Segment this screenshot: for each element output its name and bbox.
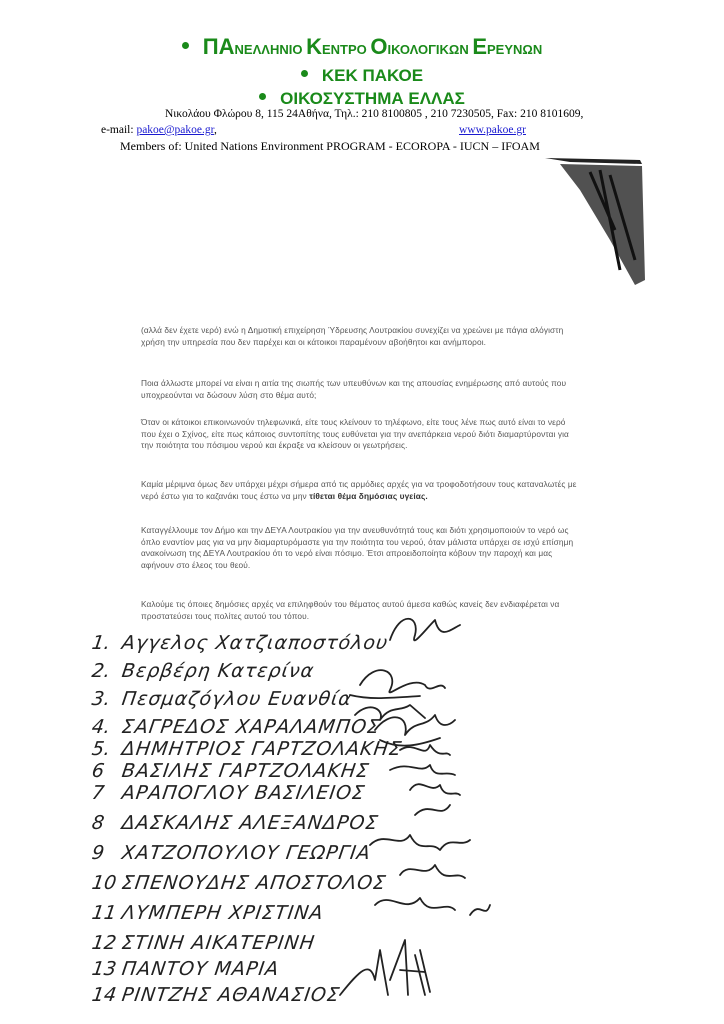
paragraph: Ποια άλλωστε μπορεί να είναι η αιτία της σιωπής των υπευθύνων και της απουσίας ενημέρωσης από αυτούς που υποχρεούνται να δώσουν λύση στο θέμα αυτό; — [141, 378, 567, 400]
signature-number: 9 — [90, 842, 106, 864]
org-part-rest: ΡΕΥΝΩΝ — [487, 42, 543, 57]
org-part-initial: Ε — [472, 34, 488, 59]
org-part-initial: Ο — [370, 34, 388, 59]
bullet-icon — [182, 42, 189, 49]
signature-name: Βερβέρη Κατερίνα — [120, 660, 316, 682]
signature-number: 6 — [90, 760, 106, 782]
org-part-initial: ΠΑ — [202, 34, 235, 59]
signature-number: 5. — [90, 738, 112, 760]
organization-name — [0, 34, 724, 60]
signature-number: 4. — [90, 716, 112, 738]
signature-number: 2. — [90, 660, 112, 682]
org-part-rest: ΕΝΤΡΟ — [321, 42, 371, 57]
paragraph: Καλούμε τις όποιες δημόσιες αρχές να επιληφθούν του θέματος αυτού άμεσα καθώς κανείς δεν ενδιαφέρεται να προστατεύσει τους πολίτες αυτού του τόπου. — [141, 599, 560, 621]
paragraph-text: Καμία μέριμνα όμως δεν υπάρχει μέχρι σήμερα από τις αρμόδιες αρχές για να τροφοδοτήσουν τους καταναλωτές με νερό έστω για το καζανάκι τους έστω να μην — [141, 479, 577, 501]
signature-number: 1. — [90, 632, 112, 654]
org-part — [306, 34, 370, 59]
signature-name: ΠΑΝΤΟΥ ΜΑΡΙΑ — [120, 958, 281, 980]
signature-number: 7 — [90, 782, 106, 804]
contact-row — [101, 124, 641, 136]
org-part-initial: Κ — [306, 34, 322, 59]
website-link[interactable]: www.pakoe.gr — [459, 124, 526, 136]
signature-name: Πεσμαζόγλου Ευανθία — [120, 688, 354, 710]
ecosystem-heading — [0, 89, 724, 109]
email-link[interactable]: pakoe@pakoe.gr — [136, 124, 214, 136]
signature-name: ΒΑΣΙΛΗΣ ΓΑΡΤΖΟΛΑΚΗΣ — [120, 760, 371, 782]
paragraph-bold-text: τίθεται θέμα δημόσιας υγείας. — [309, 490, 428, 501]
signature-number: 11 — [90, 902, 118, 924]
signature-number: 10 — [90, 872, 118, 894]
scan-mark-icon — [540, 150, 650, 290]
signature-name: ΧΑΤΖΟΠΟΥΛΟΥ ΓΕΩΡΓΙΑ — [120, 842, 373, 864]
signature-name: ΔΗΜΗΤΡΙΟΣ ΓΑΡΤΖΟΛΑΚΗΣ — [120, 738, 404, 760]
signature-number: 12 — [90, 932, 118, 954]
paragraph — [141, 479, 581, 502]
signature-name: Αγγελος Χατζιαποστόλου — [120, 632, 390, 654]
signature-name: ΣΑΓΡΕΔΟΣ ΧΑΡΑΛΑΜΠΟΣ — [120, 716, 382, 738]
ecosystem-text: ΟΙΚΟΣΥΣΤΗΜΑ ΕΛΛΑΣ — [280, 89, 465, 108]
address-line: Νικολάου Φλώρου 8, 115 24Αθήνα, Τηλ.: 210 8100805 , 210 7230505, Fax: 210 8101609, — [165, 108, 584, 120]
signature-name: ΑΡΑΠΟΓΛΟΥ ΒΑΣΙΛΕΙΟΣ — [120, 782, 367, 804]
members-line: Members of: United Nations Environment PROGRAM - ECOROPA - IUCN – IFOAM — [120, 139, 540, 153]
signature-name: ΣΠΕΝΟΥΔΗΣ ΑΠΟΣΤΟΛΟΣ — [120, 872, 388, 894]
org-part-rest: ΝΕΛΛΗΝΙΟ — [234, 42, 307, 57]
kek-heading — [0, 66, 724, 86]
separator: , — [213, 124, 217, 136]
kek-text: ΚΕΚ ΠΑΚΟΕ — [321, 66, 424, 85]
org-part — [370, 34, 472, 59]
signature-name: ΡΙΝΤΖΗΣ ΑΘΑΝΑΣΙΟΣ — [120, 984, 342, 1006]
bullet-icon — [259, 93, 266, 100]
paragraph: Όταν οι κάτοικοι επικοινωνούν τηλεφωνικά, είτε τους κλείνουν το τηλέφωνο, είτε τους λένε πως αυτό είναι το νερό που έχει ο Σχίνος, είτε πως κάποιος συντοπίτης τους ευθύνεται για την ανεπάρκεια νερού διότι διαμαρτύρονται για την ποιότητα του πόσιμου νερού και έκραξε να κλείσουν οι γεωτρήσεις. — [141, 417, 569, 450]
bullet-icon — [301, 70, 308, 77]
paragraph: (αλλά δεν έχετε νερό) ενώ η Δημοτική επιχείρηση Ύδρευσης Λουτρακίου συνεχίζει να χρεώνει με πάγια αλόγιστη χρήση την υπηρεσία που δεν παρέχει και οι κάτοικοι παραμένουν αβοήθητοι και ανήμποροι. — [141, 325, 564, 347]
signature-name: ΔΑΣΚΑΛΗΣ ΑΛΕΞΑΝΔΡΟΣ — [120, 812, 380, 834]
signature-number: 13 — [90, 958, 118, 980]
org-part — [472, 34, 542, 59]
paragraph: Καταγγέλλουμε τον Δήμο και την ΔΕΥΑ Λουτρακίου για την ανευθυνότητά τους και διότι χρησιμοποιούν το νερό ως όπλο εναντίον μας για να μην διαμαρτυρόμαστε για την ποιότητα του νερού, όταν μάλιστα υπάρχει σε ισχύ επίσημη ανακοίνωση της ΔΕΥΑ Λουτρακίου ότι το νερό είναι πόσιμο. Έτσι απροειδοποίητα κόβουν την παροχή και μας αφήνουν στο έλεος του θεού. — [141, 525, 574, 570]
email-label: e-mail: — [101, 124, 137, 136]
signature-name: ΣΤΙΝΗ ΑΙΚΑΤΕΡΙΝΗ — [120, 932, 317, 954]
signature-name: ΛΥΜΠΕΡΗ ΧΡΙΣΤΙΝΑ — [120, 902, 326, 924]
handwritten-signatures-icon — [330, 600, 530, 1020]
signature-number: 8 — [90, 812, 106, 834]
org-part-rest: ΙΚΟΛΟΓΙΚΩΝ — [387, 42, 473, 57]
signature-number: 3. — [90, 688, 112, 710]
org-part — [203, 34, 306, 59]
signature-number: 14 — [90, 984, 118, 1006]
